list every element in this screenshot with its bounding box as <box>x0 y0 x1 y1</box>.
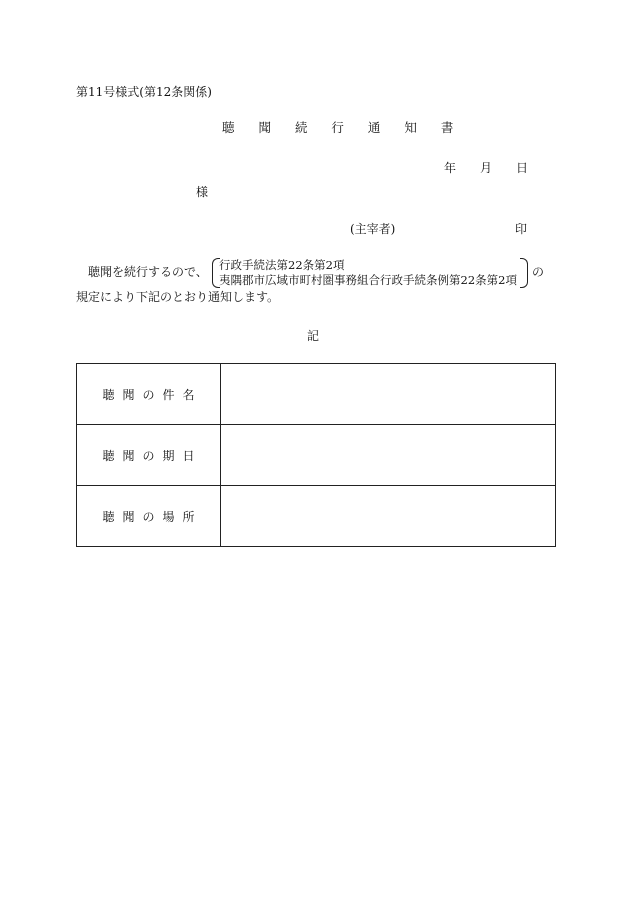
form-number: 第11号様式(第12条関係) <box>76 85 212 99</box>
row-label: 聴聞の期日 <box>77 425 221 486</box>
row-value <box>221 486 556 547</box>
law-reference-2: 夷隅郡市広域市町村圏事務組合行政手続条例第22条第2項 <box>219 273 517 287</box>
row-value <box>221 364 556 425</box>
date-year: 年 <box>444 161 457 175</box>
law-reference-1: 行政手続法第22条第2項 <box>219 258 345 272</box>
table-row <box>77 486 556 547</box>
addressee-suffix: 様 <box>196 185 209 199</box>
body-tail-text: 規定により下記のとおり通知します。 <box>76 290 280 304</box>
body-lead-text: 聴聞を続行するので、 <box>88 265 208 279</box>
table-row <box>77 425 556 486</box>
section-mark: 記 <box>307 329 320 343</box>
table-row <box>77 364 556 425</box>
bracket-right <box>520 258 528 288</box>
row-label: 聴聞の件名 <box>77 364 221 425</box>
date-month: 月 <box>480 161 493 175</box>
body-connector: の <box>532 265 545 279</box>
date-day: 日 <box>516 161 529 175</box>
row-label: 聴聞の場所 <box>77 486 221 547</box>
presider-role: (主宰者) <box>350 222 396 236</box>
row-value <box>221 425 556 486</box>
date-line <box>444 161 528 175</box>
document-title: 聴 聞 続 行 通 知 書 <box>222 120 464 135</box>
hearing-details-table <box>76 363 556 547</box>
seal-mark: 印 <box>515 222 528 236</box>
